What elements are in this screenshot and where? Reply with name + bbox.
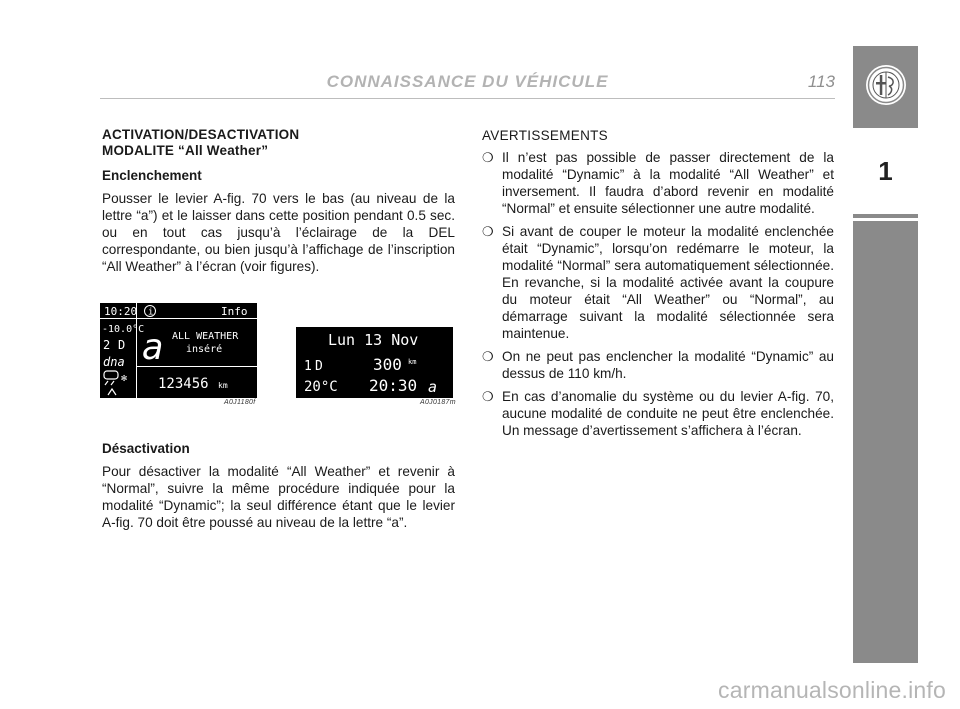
- section-title: CONNAISSANCE DU VÉHICULE: [326, 72, 609, 91]
- fig1-dna-label: dna: [103, 355, 125, 369]
- paragraph-activation: Pousser le levier A-fig. 70 vers le bas (au niveau de la lettre “a”) et le laisser dans cette position pendant 0.5 sec. ou en tout cas jusqu’à l’éclairage de la DEL correspondante, ou bien jusqu’à l’affichage de l’inscription “All Weather” à l’écran (voir figures).: [102, 191, 455, 274]
- fig1-time: 10:20: [104, 305, 138, 318]
- paragraph-deactivation: Pour désactiver la modalité “All Weather” et revenir à “Normal”, suivre la même procédure indiquée pour la modalité “Dynamic”; la seul différence étant que le levier A-fig. 70 doit être poussé au niveau de la lettre “a”.: [102, 464, 455, 530]
- fig1-gear: 2: [103, 338, 111, 352]
- figure1-code: A0J1180f: [224, 399, 256, 406]
- figure-display-trip: [296, 327, 453, 398]
- fig1-mode-letter: a: [142, 327, 164, 368]
- list-item: ❍ Il n’est pas possible de passer directement de la modalité “Dynamic” à la modalité “All Weather” et inversement. Il faudra d’abord revenir en modalité “Normal” et ensuite sélectionner une autre modalité.: [482, 150, 834, 216]
- figure2-code: A0J0187m: [420, 399, 456, 406]
- fig2-gear-icon: D: [315, 359, 323, 374]
- fig2-gear: 1: [304, 359, 312, 374]
- chapter-number-tab: 1: [853, 128, 918, 214]
- display-graphic: [100, 303, 257, 398]
- svg-text:✻: ✻: [121, 373, 128, 384]
- fig1-mode-line2: inséré: [186, 344, 223, 355]
- fig1-odometer-unit: km: [218, 381, 228, 390]
- subheading-activation: Enclenchement: [102, 168, 202, 183]
- list-item: ❍ On ne peut pas enclencher la modalité “Dynamic” au dessus de 110 km/h.: [482, 349, 834, 381]
- alfa-romeo-logo-icon: [864, 63, 908, 107]
- page-number: 113: [807, 72, 835, 91]
- figure-display-all-weather: [100, 303, 257, 398]
- list-item: ❍ Si avant de couper le moteur la modalité enclenchée était “Dynamic”, lorsqu’on redémarre le moteur, la modalité “Normal” sera automatiquement sélectionnée. En revanche, si la modalité activée avant la coupure du moteur était “All Weather” ou “Normal”, au démarrage suivant la modalité sélectionnée sera maintenue.: [482, 224, 834, 341]
- fig1-odometer: 123456: [158, 376, 209, 392]
- fig2-time: 20:30: [369, 376, 418, 395]
- bullet-circle-icon: ❍: [482, 224, 494, 239]
- list-item: ❍ En cas d’anomalie du système ou du levier A-fig. 70, aucune modalité de conduite ne peut être enclenchée. Un message d’avertissement s’affichera à l’écran.: [482, 389, 834, 438]
- section-heading-line2: MODALITE “All Weather”: [102, 143, 269, 158]
- watermark: carmanualsonline.info: [718, 677, 946, 703]
- display-graphic-2: [296, 327, 453, 398]
- page-header: [100, 64, 835, 104]
- fig1-gear-icon: D: [118, 338, 126, 352]
- fig2-mode-letter: a: [428, 378, 438, 396]
- section-heading-line1: ACTIVATION/DESACTIVATION: [102, 127, 300, 142]
- left-column: [102, 127, 455, 275]
- warnings-list: [482, 149, 834, 439]
- bullet-circle-icon: ❍: [482, 150, 494, 165]
- subheading-deactivation: Désactivation: [102, 441, 190, 456]
- fig2-temp: 20°C: [304, 379, 338, 395]
- fig2-range-unit: km: [408, 358, 417, 366]
- fig2-date: Lun 13 Nov: [328, 331, 419, 349]
- fig1-info-label: Info: [221, 305, 248, 318]
- right-column: [482, 127, 834, 445]
- fig1-temp: -10.0°C: [102, 324, 145, 335]
- logo-cell: [853, 46, 918, 124]
- fig1-mode-line1: ALL WEATHER: [172, 331, 239, 342]
- deactivation-section: [102, 440, 455, 531]
- fig2-range: 300: [373, 355, 402, 374]
- chapter-sidebar: [853, 46, 918, 663]
- fig1-info-symbol: i: [148, 307, 154, 318]
- header-divider: [100, 98, 835, 99]
- bullet-circle-icon: ❍: [482, 349, 494, 364]
- warnings-title: AVERTISSEMENTS: [482, 128, 608, 143]
- sidebar-divider: [853, 218, 918, 221]
- bullet-circle-icon: ❍: [482, 389, 494, 404]
